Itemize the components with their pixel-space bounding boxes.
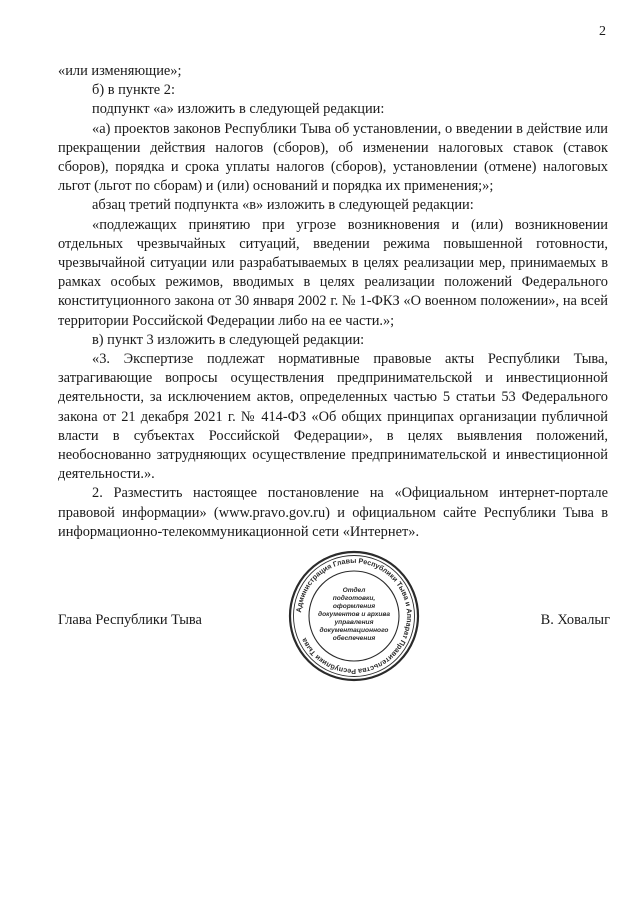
paragraph-6: «подлежащих принятию при угрозе возникновения и (или) возникновении отдельных чрезвычайных ситуаций, введении режима повышенной готовности, чрезвычайной ситуации или разрабатываемых в целях реализации мер, принимаемых в рамках особых режимов, вводимых в целях реализации положений Федерального конституционного закона от 30 января 2002 г. № 1-ФКЗ «О военном положении», на всей территории Российской Федерации либо на ее части.»; [58,216,608,329]
stamp-ring-text: Администрация Главы Республики Тыва и Аппарат Правительства Республики Тыва [294,555,415,677]
signer-title: Глава Республики Тыва [58,612,202,628]
paragraph-9: 2. Разместить настоящее постановление на «Официальном интернет-портале правовой информации» (www.pravo.gov.ru) и официальном сайте Республики Тыва в информационно-телекоммуникационной сети «Интернет». [58,485,608,540]
paragraph-1: «или изменяющие»; [58,63,182,79]
svg-text:документационного: документационного [319,627,389,634]
paragraph-2: б) в пункте 2: [92,82,175,99]
svg-text:обеспечения: обеспечения [332,635,376,642]
official-stamp [286,548,422,684]
svg-text:Отдел: Отдел [342,587,366,594]
document-body [58,62,608,542]
paragraph-4: «а) проектов законов Республики Тыва об установлении, о введении в действие или прекращении действия налогов (сборов), об изменении налоговых ставок (ставок сборов), порядка и срока уплаты налогов (сборов), установлении (отмене) налоговых льгот (льгот по сборам) и (или) оснований и порядка их применения;»; [58,120,608,195]
signer-name: В. Ховалыг [540,612,610,628]
paragraph-7: в) пункт 3 изложить в следующей редакции: [92,331,365,348]
stamp-seal-icon [286,548,422,684]
paragraph-3: подпункт «а» изложить в следующей редакции: [92,101,385,118]
page-number: 2 [599,24,606,39]
paragraph-8: «3. Экспертизе подлежат нормативные правовые акты Республики Тыва, затрагивающие вопросы осуществления предпринимательской и инвестиционной деятельности, за исключением актов, определенных частью 5 статьи 53 Федерального закона от 21 декабря 2021 г. № 414-ФЗ «Об общих принципах организации публичной власти в субъектах Российской Федерации», в целях выявления положений, необоснованно затрудняющих осуществление предпринимательской и инвестиционной деятельности.». [58,351,608,483]
svg-text:подготовки,: подготовки, [332,595,376,602]
stamp-center-text [318,586,390,642]
svg-text:документов и архива: документов и архива [318,611,390,618]
svg-text:оформления: оформления [332,603,376,610]
svg-text:управления: управления [334,619,374,626]
paragraph-5: абзац третий подпункта «в» изложить в следующей редакции: [92,197,474,214]
